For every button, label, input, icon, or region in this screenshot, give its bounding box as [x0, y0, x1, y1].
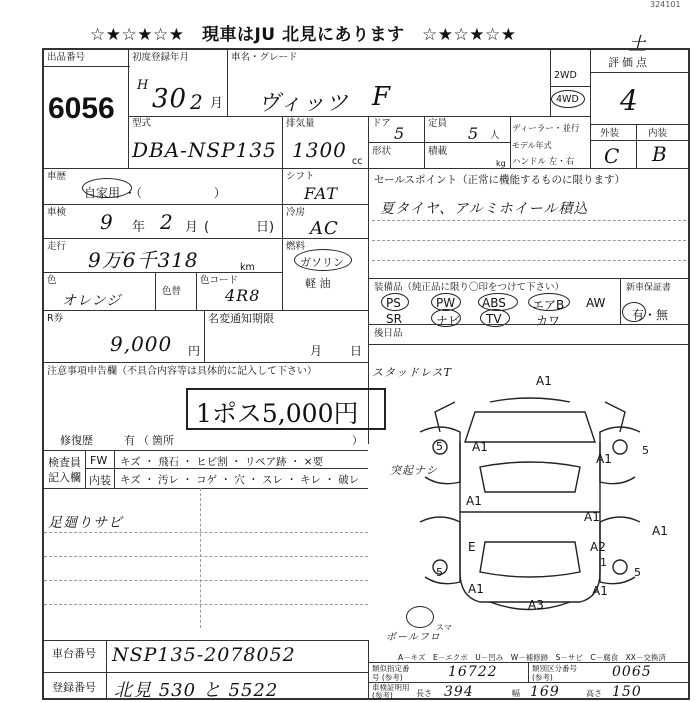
fuel-diesel: 軽 油: [305, 277, 331, 290]
diag-mark-door-r2: A1: [652, 524, 668, 538]
interior-label: 内装: [648, 128, 668, 139]
repair-location: 箇所: [152, 434, 174, 447]
damage-legend: A－キズ E－エクボ U－凹み W－補修跡 S－サビ C－腐食 XX－交換済: [398, 653, 666, 662]
first-reg-year: 30: [152, 84, 188, 114]
history-label: 車歴: [47, 171, 67, 182]
equip-airbag-circle: [528, 293, 570, 311]
handle-label: ハンドル 左・右: [512, 157, 575, 167]
inspection-label: 車検: [47, 207, 67, 218]
diag-mark-front-l: A1: [472, 440, 488, 454]
first-reg-era: H: [137, 78, 150, 93]
diag-mark-rear-r-num: 1: [600, 556, 607, 569]
cert-length-value: 394: [444, 684, 474, 700]
fuel-gasoline-circle: [294, 249, 352, 271]
exterior-label: 外装: [600, 128, 620, 139]
aircon-value: AC: [310, 218, 339, 239]
cert-height-value: 150: [612, 684, 642, 700]
cert-width-value: 169: [530, 684, 560, 700]
car-name-value: ヴィッツ: [258, 91, 349, 116]
chassis-label: 車台番号: [52, 647, 96, 660]
load-label: 積載: [428, 146, 448, 157]
diag-mark-rear: A3: [528, 598, 544, 612]
reg-number-label: 登録番号: [52, 681, 96, 694]
doors-value: 5: [394, 124, 406, 143]
inspection-year-unit: 年: [132, 220, 146, 235]
scrape-circle: [406, 606, 434, 628]
interior-grade: B: [652, 142, 668, 166]
color-code-value: 4R8: [225, 286, 261, 305]
first-reg-month: 2: [190, 90, 204, 114]
repair-paren-close: ）: [352, 434, 363, 447]
inspector-row1: キズ ・ 飛石 ・ ヒビ割 ・ リペア跡 ・ ×要: [120, 456, 324, 468]
model-value: DBA-NSP135: [132, 138, 277, 162]
equip-ps: PS: [386, 296, 401, 310]
repair-label: 修復歴: [60, 434, 93, 447]
exterior-grade: C: [604, 144, 621, 168]
color-code-label: 色コード: [200, 275, 239, 286]
equip-tv: TV: [486, 312, 502, 326]
warranty-label: 新車保証書: [626, 283, 672, 293]
name-change-month: 月: [310, 344, 323, 358]
color-value: オレンジ: [62, 293, 122, 309]
lot-label: 出品番号: [47, 52, 86, 63]
inspection-day-unit: 日): [256, 220, 275, 235]
inspection-month: 2: [160, 210, 174, 234]
cert-length-label: 長さ: [416, 689, 432, 698]
equip-sr: SR: [386, 312, 402, 326]
car-grade-value: F: [372, 82, 392, 112]
dealer-label: ディーラー・並行: [512, 124, 580, 134]
diag-mark-rl-wheel: 5: [436, 566, 443, 579]
fuel-label: 燃料: [286, 241, 306, 252]
studless-note: スタッドレスT: [372, 366, 453, 379]
shift-value: FAT: [304, 184, 339, 203]
diag-mark-rear-l: A1: [468, 582, 484, 596]
displacement-unit: cc: [352, 156, 363, 167]
inspector-label: 検査員記入欄: [48, 456, 81, 484]
inspector-row2: キズ ・ 汚レ ・ コゲ ・ 穴 ・ スレ ・ キレ ・ 破レ: [120, 474, 360, 486]
diag-mark-roof: A1: [536, 374, 552, 388]
cert-height-label: 高さ: [586, 689, 602, 698]
equip-ps-circle: [381, 293, 409, 311]
inspector-row2-key: 内装: [89, 474, 111, 487]
top-banner: ☆★☆★☆★ 現車はJU 北見にあります ☆★☆★☆★: [90, 25, 517, 45]
chassis-value: NSP135-2078052: [112, 644, 296, 666]
history-value: 自家用 ・（ ）: [84, 186, 226, 200]
top-right-code: 324101: [650, 0, 681, 9]
model-label: 型式: [132, 118, 152, 129]
repair-value: 有: [124, 434, 135, 447]
poleposition-note: ポールフロ: [386, 632, 441, 643]
diag-mark-door-l1: A1: [466, 494, 482, 508]
inspector-row1-key: FW: [90, 454, 108, 467]
equip-leather: カワ: [536, 314, 561, 328]
capacity-value: 5: [468, 124, 480, 143]
history-circle: [82, 178, 132, 198]
first-reg-label: 初度登録年月: [132, 52, 190, 63]
shape-label: 形状: [372, 146, 392, 157]
drive-4wd: 4WD: [556, 94, 579, 105]
corner-handwriting: 土: [628, 34, 647, 55]
recycle-unit: 円: [188, 344, 201, 358]
diag-mark-front-r: A1: [596, 452, 612, 466]
notes-label: 注意事項申告欄（不具合内容等は具体的に記入して下さい）: [47, 366, 317, 377]
equipment-label: 装備品（純正品に限り〇印をつけて下さい）: [374, 282, 565, 293]
equip-navi: ナビ: [436, 314, 461, 328]
equip-airbag: エアB: [532, 298, 565, 312]
capacity-unit: 人: [490, 130, 500, 141]
drive-2wd: 2WD: [554, 70, 577, 81]
name-change-day: 日: [350, 344, 363, 358]
sales-point-label: セールスポイント（正常に機能するものに限ります）: [374, 174, 626, 186]
lot-number: 6056: [48, 92, 115, 125]
model-year-label: モデル年式: [512, 141, 552, 150]
car-diagram: [380, 372, 690, 628]
back-seat-label: 後日品: [374, 328, 403, 339]
color-change-label: 色替: [162, 286, 182, 297]
equip-pw: PW: [436, 296, 456, 310]
notes-stamp: 1ポス5,000円: [196, 399, 359, 428]
car-name-label: 車名・グレード: [231, 52, 298, 63]
color-label: 色: [47, 275, 57, 286]
diag-mark-rear-r: A1: [592, 584, 608, 598]
shift-label: シフト: [286, 171, 315, 182]
cert-width-label: 幅: [512, 689, 520, 698]
inspection-paren: (: [204, 220, 210, 235]
doors-label: ドア: [372, 118, 391, 129]
warranty-options: 有・無: [632, 308, 669, 322]
sales-point-value: 夏タイヤ、アルミホイール積込: [380, 201, 589, 217]
reg-number-value: 北見 530 と 5522: [114, 680, 279, 701]
diag-mark-door-r1: A1: [584, 510, 600, 524]
mileage-value: 9万6千318: [88, 248, 199, 272]
recycle-value: 9,000: [110, 332, 173, 356]
first-reg-month-unit: 月: [210, 96, 224, 111]
equip-aw: AW: [586, 296, 606, 310]
diag-mark-door-l2: E: [468, 540, 476, 554]
inspection-month-unit: 月: [185, 220, 199, 235]
aircon-label: 冷房: [286, 207, 306, 218]
diag-mark-fr-wheel: 5: [642, 444, 649, 457]
displacement-value: 1300: [292, 138, 347, 162]
equip-abs: ABS: [482, 296, 506, 310]
diag-mark-fl-wheel: 5: [436, 440, 443, 453]
warranty-circle: [622, 302, 646, 322]
diag-mark-rr-wheel: 5: [634, 566, 641, 579]
cert-len-label: 車検証明用 (参考): [372, 683, 410, 700]
diag-mark-door-r3: A2: [590, 540, 606, 554]
fuel-gasoline: ガソリン: [300, 256, 344, 269]
rating-label: 評価点: [608, 56, 650, 69]
inspection-year: 9: [100, 210, 114, 234]
ref-no-value: 16722: [448, 664, 498, 680]
displacement-label: 排気量: [286, 118, 315, 129]
scrape-note: スマ: [436, 623, 452, 632]
name-change-label: 名変通知期限: [208, 312, 274, 325]
repair-paren-open: （: [138, 434, 149, 447]
recycle-label: R券: [47, 313, 64, 324]
mileage-label: 走行: [47, 241, 67, 252]
protrusion-note: 突起ナシ: [390, 464, 438, 477]
load-unit: kg: [496, 159, 506, 168]
mileage-unit: km: [240, 262, 255, 273]
category-no-value: 0065: [612, 664, 652, 680]
capacity-label: 定員: [428, 118, 448, 129]
rating-score: 4: [620, 84, 639, 117]
category-no-label: 類別区分番号 (参考): [532, 664, 577, 682]
ref-no-label: 類似指定番号 (参考): [372, 664, 410, 682]
remarks-value: 足廻りサビ: [48, 515, 123, 531]
drive-4wd-circle: [551, 90, 585, 108]
